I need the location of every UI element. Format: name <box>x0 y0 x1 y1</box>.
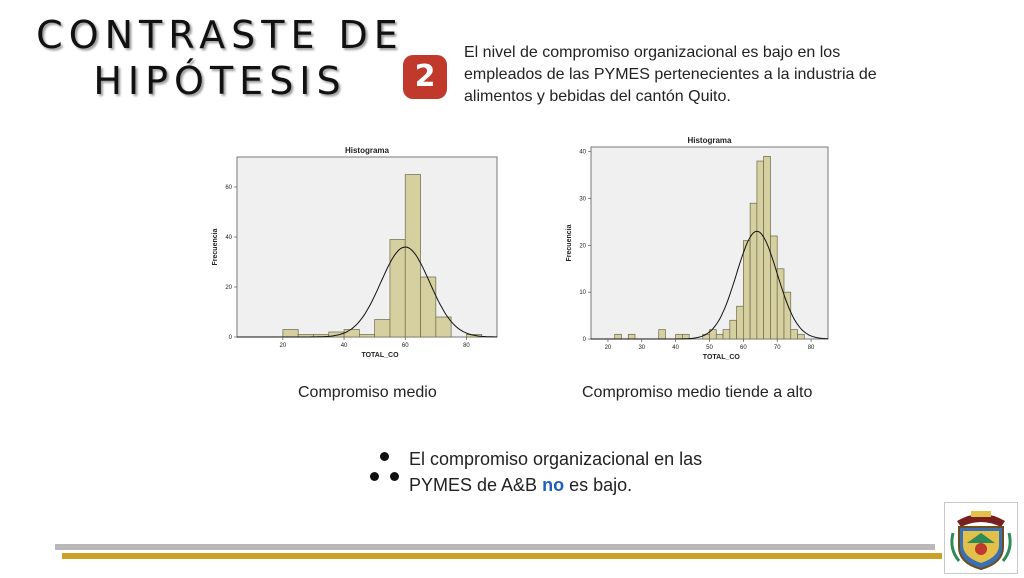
y-tick-label: 20 <box>225 285 232 291</box>
y-tick-label: 60 <box>225 185 232 191</box>
histogram-bar <box>390 240 405 338</box>
x-tick-label: 40 <box>672 345 679 351</box>
histogram-bar <box>628 334 635 339</box>
footer-gray-bar <box>55 544 935 550</box>
histogram-bar <box>730 320 737 339</box>
histogram-bar <box>743 241 750 339</box>
histogram-bar <box>770 236 777 339</box>
y-tick-label: 30 <box>579 196 586 203</box>
histogram-bar <box>798 334 805 339</box>
x-tick-label: 20 <box>604 345 612 351</box>
y-tick-label: 20 <box>579 243 586 250</box>
x-tick-label: 20 <box>279 343 287 349</box>
histogram-bar <box>283 330 298 338</box>
x-axis-label: TOTAL_CO <box>361 352 399 359</box>
hypothesis-text: El nivel de compromiso organizacional es bajo en los empleados de las PYMES pertenecientes a la industria de alimentos y bebidas del cantón Quito. <box>464 44 877 105</box>
x-tick-label: 60 <box>401 343 409 349</box>
histogram-bar <box>777 269 784 339</box>
title-line-2: HIPÓTESIS <box>93 59 347 103</box>
histogram-bar <box>764 156 771 339</box>
caption-left: Compromiso medio <box>298 384 437 401</box>
footer-gold-bar <box>62 553 942 559</box>
chart-title: Histograma <box>687 136 732 145</box>
plot-area <box>591 147 828 339</box>
x-axis-label: TOTAL_CO <box>702 354 740 361</box>
x-tick-label: 80 <box>463 343 470 349</box>
histogram-bar <box>375 320 390 338</box>
hypothesis-number-badge: 2 <box>403 55 447 99</box>
coat-of-arms-icon <box>945 503 1017 573</box>
conclusion-emphasis: no <box>542 475 565 495</box>
histogram-left <box>205 145 500 365</box>
y-tick-label: 10 <box>579 290 586 297</box>
histogram-bar <box>615 334 622 339</box>
x-tick-label: 30 <box>638 345 646 351</box>
y-tick-label: 40 <box>579 149 586 156</box>
histogram-bar <box>405 175 420 338</box>
histogram-bar <box>436 317 451 337</box>
histogram-bar <box>659 330 666 339</box>
y-tick-label: 0 <box>228 335 232 341</box>
histogram-bar <box>791 330 798 339</box>
histogram-right-svg <box>555 135 835 365</box>
y-tick-label: 0 <box>582 337 586 343</box>
conclusion-text <box>409 446 749 498</box>
conclusion-start: El compromiso organizacional en las PYMES de A&B <box>409 449 703 495</box>
histogram-bar <box>723 330 730 339</box>
histogram-bar <box>784 292 791 339</box>
histogram-right <box>555 135 835 370</box>
y-axis-label: Frecuencia <box>566 224 573 262</box>
x-tick-label: 70 <box>773 345 781 351</box>
histogram-bar <box>716 334 723 339</box>
y-axis-label: Frecuencia <box>212 228 219 266</box>
title-line-1: CONTRASTE DE <box>36 13 404 57</box>
university-logo <box>944 502 1018 574</box>
histogram-bar <box>344 330 359 338</box>
histogram-bar <box>737 306 744 339</box>
y-tick-label: 40 <box>225 235 232 241</box>
histogram-left-svg <box>205 145 500 360</box>
histogram-bar <box>757 161 764 339</box>
therefore-symbol <box>370 452 400 486</box>
caption-right: Compromiso medio tiende a alto <box>582 384 813 401</box>
conclusion-end: es bajo. <box>564 475 633 495</box>
histogram-bar <box>750 203 757 339</box>
x-tick-label: 80 <box>807 345 815 351</box>
chart-title: Histograma <box>344 146 390 155</box>
x-tick-label: 50 <box>706 345 713 351</box>
histogram-bar <box>359 335 374 338</box>
x-tick-label: 40 <box>340 343 348 349</box>
slide-title <box>30 12 410 104</box>
histogram-bar <box>421 277 436 337</box>
histogram-bar <box>676 334 683 339</box>
x-tick-label: 60 <box>740 345 747 351</box>
